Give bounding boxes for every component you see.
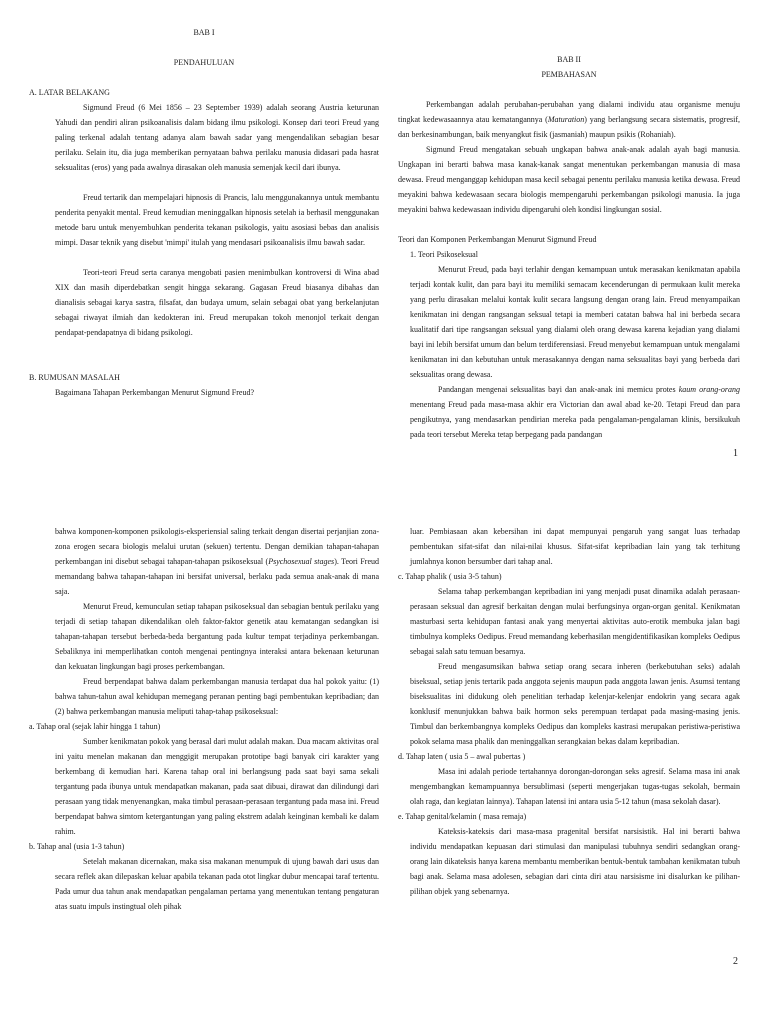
paragraph: Menurut Freud, kemunculan setiap tahapan psikoseksual dan sebagian bentuk perilaku yang terjadi di setiap tahapan dikendalikan oleh faktor-faktor genetik atau kematangan sedangkan isi tahapan-tahapan tersebut berbeda-beda bergantung pada kultur tempat terjadinya perkembangan. Sebaliknya ini memperlihatkan contoh mengenai pentingnya interaksi antara bekenaan keturunan dan kekuatan lingkungan bagi proses perkembangan.: [55, 602, 379, 671]
page-number: 1: [733, 448, 738, 459]
paragraph: Sigmund Freud mengatakan sebuah ungkapan bahwa anak-anak adalah ayah bagi manusia. Ungkapan ini berarti bahwa masa kanak-kanak sangat menentukan perkembangan manusia di masa dewasa. Freud menganggap kehidupan masa kecil sebagai penentu perilaku manusia ketika dewasa. Freud meyakini bahwa kedewasaan secara biologis mempengaruhi perkembangan psikologi manusia. Ia juga meyakini bahwa kedewasaan individu dipengaruhi oleh kondisi lingkungan sosial.: [398, 145, 740, 214]
paragraph: Menurut Freud, pada bayi terlahir dengan kemampuan untuk merasakan kenikmatan apabila terjadi kontak kulit, dan para bayi itu memiliki semacam kecenderungan di permukaan kulit mereka yang perlu dirasakan melalui kontak kulit secara langsung dengan orang lain. Freud menyampaikan kenikmatan ini dengan rangsangan seksual tetapi ia memberi catatan bahwa hal ini berbeda secara kualitatif dari tipe rangsangan seksual yang dialami oleh orang dewasa karena kejadian yang dialami bayi ini lebih bersifat umum dan belum terdiferensiasi. Freud menyebut kemampuan untuk mengalami kenikmatan ini dan kebutuhan untuk merasakannya dengan nama seksualitas bayi yang berbeda dari seksualitas orang dewasa.: [410, 265, 740, 379]
page1-left-column: [29, 25, 379, 400]
section-heading-a: A. LATAR BELAKANG: [29, 88, 110, 97]
numbered-heading: 1. Teori Psikoseksual: [410, 250, 478, 259]
paragraph: Masa ini adalah periode tertahannya dorongan-dorongan seks agresif. Selama masa ini anak mengembangkan kemampuannya bersublimasi (seperti mengerjakan tugas-tugas sekolah, bermain olah raga, dan kegiatan lainnya). Tahapan latensi ini antara usia 5-12 tahun (masa sekolah dasar).: [410, 767, 740, 806]
stage-heading: d. Tahap laten ( usia 5 – awal pubertas ): [398, 752, 526, 761]
chapter-number: BAB I: [193, 28, 215, 37]
paragraph: Freud berpendapat bahwa dalam perkembangan manusia terdapat dua hal pokok yaitu: (1) bahwa tahun-tahun awal kehidupan memegang peranan penting bagi pembentukan kepribadian; dan (2) bahwa perkembangan manusia meliputi tahap-tahap psikoseksual:: [55, 677, 379, 716]
paragraph: Kateksis-kateksis dari masa-masa pragenital bersifat narsisistik. Hal ini berarti bahwa individu mendapatkan kepuasan dari stimulasi dan manipulasi tubuhnya sendiri sedangkan orang-orang lain dikateksis hanya karena membantu memberikan bentuk-bentuk tambahan kenikmatan tubuh bagi anak. Selama masa adolesen, sebagian dari cinta diri atau narsisisme ini disalurkan ke pilihan-pilihan objek yang sebenarnya.: [410, 827, 740, 896]
page2-right-column: [398, 524, 740, 899]
paragraph: Freud mengasumsikan bahwa setiap orang secara inheren (berkebutuhan seks) adalah biseksual, setiap jenis tertarik pada anggota sejenis maupun pada anggota lawan jenis. Asumsi tentang biseksualitas ini didukung oleh penelitian terhadap kelenjar-kelenjar endokrin yang secara agak konklusif menunjukkan bahwa baik hormon seks perempuan terdapat pada masing-masing jenis. Timbul dan berkembangnya kompleks Oedipus dan kompleks kastrasi merupakan peristiwa-peristiwa pokok selama masa phalik dan meninggalkan serangkaian bekas dalam kepribadian.: [410, 662, 740, 746]
subheading: Teori dan Komponen Perkembangan Menurut Sigmund Freud: [398, 235, 597, 244]
page1-right-column: [398, 52, 740, 442]
paragraph: Setelah makanan dicernakan, maka sisa makanan menumpuk di ujung bawah dari usus dan secara reflek akan dilepaskan keluar apabila tekanan pada otot lingkar dubur mencapai taraf tertentu. Pada umur dua tahun anak mendapatkan pengalaman pertama yang menentukan tentang pengaturan atas suatu impuls instingtual oleh pihak: [55, 857, 379, 911]
paragraph: Perkembangan adalah perubahan-perubahan yang dialami individu atau organisme menuju tingkat kedewasaannya atau kematangannya (Maturation) yang berlangsung secara sistematis, progresif, dan berkesinambungan, baik menyangkut fisik (jasmaniah) maupun psikis (Rohaniah).: [398, 100, 740, 139]
stage-heading: c. Tahap phalik ( usia 3-5 tahun): [398, 572, 502, 581]
research-question: Bagaimana Tahapan Perkembangan Menurut Sigmund Freud?: [55, 388, 255, 397]
paragraph: Sigmund Freud (6 Mei 1856 – 23 September 1939) adalah seorang Austria keturunan Yahudi dan pendiri aliran psikoanalisis dalam bidang ilmu psikologi. Konsep dari teori Freud yang paling terkenal adalah tentang adanya alam bawah sadar yang mengendalikan sebagian besar perilaku. Selain itu, dia juga memberikan pernyataan bahwa perilaku manusia didasari pada hasrat seksualitas (eros) yang pada awalnya dirasakan oleh manusia semenjak kecil dari ibunya.: [55, 103, 379, 172]
chapter-number: BAB II: [557, 55, 581, 64]
paragraph: bahwa komponen-komponen psikologis-eksperiensial saling terkait dengan disertai perjanjian zona-zona erogen secara biologis melalui urutan (sekuen) tertentu. Dengan demikian tahapan-tahapan perkembangan ini disebut sebagai tahapan-tahapan psikoseksual (Psychosexual stages). Teori Freud memandang bahwa tahapan-tahapan ini bersifat universal, berlaku pada semua anak-anak di mana saja.: [55, 527, 380, 596]
paragraph: luar. Pembiasaan akan kebersihan ini dapat mempunyai pengaruh yang sangat luas terhadap pembentukan sifat-sifat dan nilai-nilai khusus. Sifat-sifat kepribadian lain yang tak terhitung jumlahnya konon bersumber dari tahap anal.: [410, 527, 740, 566]
page-number: 2: [733, 956, 738, 967]
paragraph: Pandangan mengenai seksualitas bayi dan anak-anak ini memicu protes kaum orang-orang menentang Freud pada masa-masa akhir era Victorian dan awal abad ke-20. Tetapi Freud dan para pengikutnya, yang mendasarkan pendirian mereka pada pengalaman-pengalaman klinis, bersikukuh pada teori tersebut Mereka tetap berpegang pada pandangan: [410, 385, 741, 439]
stage-heading: e. Tahap genital/kelamin ( masa remaja): [398, 812, 527, 821]
paragraph: Sumber kenikmatan pokok yang berasal dari mulut adalah makan. Dua macam aktivitas oral ini yaitu menelan makanan dan menggigit merupakan prototipe bagi banyak ciri karakter yang berkembang di kemudian hari. Karena tahap oral ini berlangsung pada saat bayi sama sekali tergantung pada ibunya untuk mendapatkan makanan, pada saat dibuai, dirawat dan dilindungi dari perasaan yang tidak menyenangkan, maka timbul perasaan-perasaan tergantung pada masa ini. Freud berpendapat bahwa simtom ketergantungan yang paling ekstrem adalah keinginan kembali ke dalam rahim.: [55, 737, 379, 836]
page2-left-column: [29, 524, 379, 914]
paragraph: Freud tertarik dan mempelajari hipnosis di Prancis, lalu menggunakannya untuk membantu penderita penyakit mental. Freud kemudian meninggalkan hipnosis setelah ia berhasil menggunakan metode baru untuk menyembuhkan penderita tekanan psikologis, yaitu asosiasi bebas dan analisis mimpi. Dasar teknik yang disebut 'mimpi' itulah yang mendasari psikoanalisis ilmu bawah sadar.: [55, 193, 379, 247]
document-page-2: [0, 500, 768, 1000]
document-page-1: [0, 0, 768, 500]
paragraph: Teori-teori Freud serta caranya mengobati pasien menimbulkan kontroversi di Wina abad XIX dan masih diperdebatkan sengit hingga sekarang. Gagasan Freud biasanya dibahas dan dianalisis sebagai karya sastra, filsafat, dan budaya umum, selain sebagai obat yang berkelanjutan sebagai riwayat ilmiah dan kedokteran ini. Freud merupakan tokoh menonjol terkait dengan pendapat-pendapatnya di bidang psikologi.: [55, 268, 379, 337]
chapter-title: PEMBAHASAN: [541, 70, 597, 79]
chapter-title: PENDAHULUAN: [173, 58, 235, 67]
stage-heading: b. Tahap anal (usia 1-3 tahun): [29, 842, 125, 851]
paragraph: Selama tahap perkembangan kepribadian ini yang menjadi pusat dinamika adalah perasaan-perasaan seksual dan agresif berkaitan dengan mulai berfungsinya organ-organ genital. Kenikmatan masturbasi serta kehidupan fantasi anak yang menyertai aktivitas auto-erotik membuka jalan bagi timbulnya kompleks Oedipus. Freud memandang keberhasilan mengidentifikasikan kompleks Oedipus sebagai salah satu temuan besarnya.: [410, 587, 740, 656]
stage-heading: a. Tahap oral (sejak lahir hingga 1 tahun): [29, 722, 161, 731]
section-heading-b: B. RUMUSAN MASALAH: [29, 373, 120, 382]
